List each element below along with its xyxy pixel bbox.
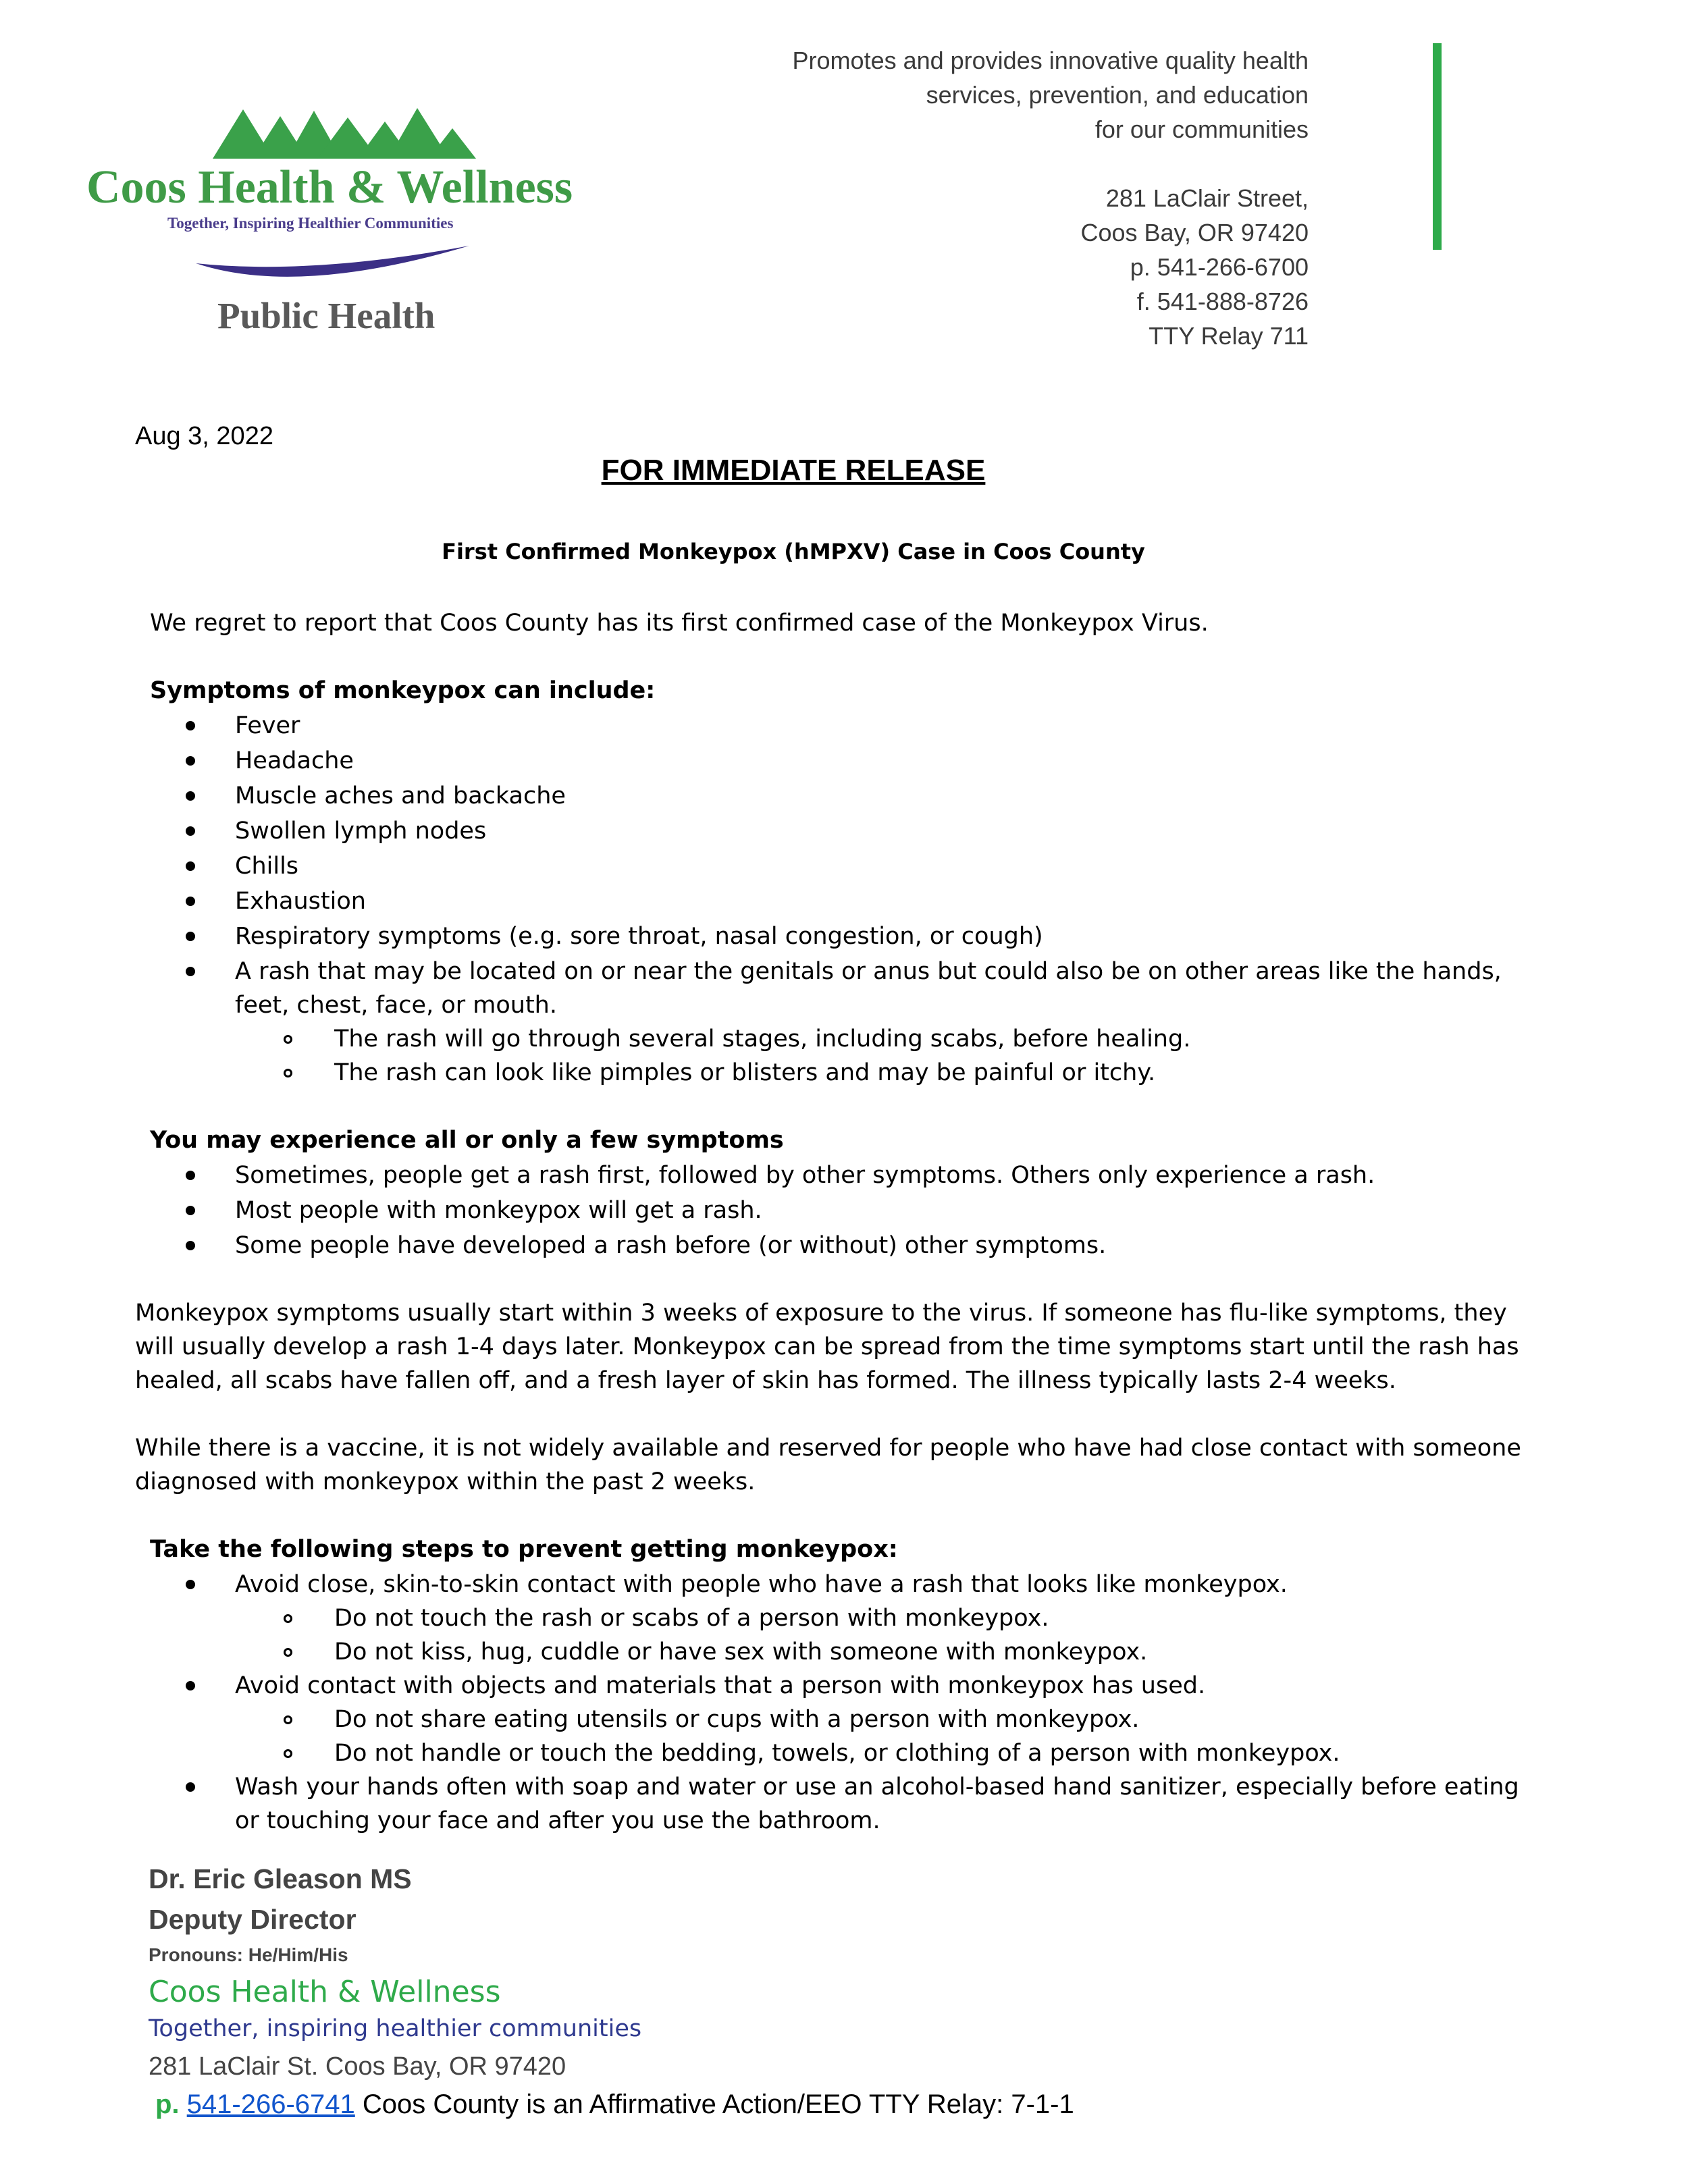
phone-link[interactable]: 541-266-6741 xyxy=(186,2089,355,2119)
paragraph-line: healed, all scabs have fallen off, and a fresh layer of skin has formed. The illness typically lasts 2-4 weeks. xyxy=(135,1367,1396,1394)
sub-list-item: The rash can look like pimples or blisters and may be painful or itchy. xyxy=(334,1059,1156,1086)
list-item: A rash that may be located on or near the genitals or anus but could also be on other areas like the hands, xyxy=(235,958,1502,985)
bullet-icon xyxy=(186,791,195,801)
sub-list-item: Do not handle or touch the bedding, towels, or clothing of a person with monkeypox. xyxy=(334,1740,1340,1767)
bullet-icon xyxy=(186,826,195,836)
list-item: Swollen lymph nodes xyxy=(235,818,487,845)
bullet-icon xyxy=(186,1580,195,1589)
release-heading: FOR IMMEDIATE RELEASE xyxy=(601,454,986,487)
bullet-icon xyxy=(186,932,195,941)
sub-list-item: Do not kiss, hug, cuddle or have sex with someone with monkeypox. xyxy=(334,1639,1148,1666)
contact-block xyxy=(793,43,1309,353)
list-item: Wash your hands often with soap and water or use an alcohol-based hand sanitizer, especially before eating xyxy=(235,1774,1519,1801)
list-item: Avoid contact with objects and materials that a person with monkeypox has used. xyxy=(235,1672,1206,1699)
sub-bullet-icon xyxy=(284,1715,292,1724)
list-item: Chills xyxy=(235,853,299,880)
list-item-continuation: or touching your face and after you use the bathroom. xyxy=(235,1807,880,1834)
paragraph-line: will usually develop a rash 1-4 days later. Monkeypox can be spread from the time symptoms start until the rash has xyxy=(135,1333,1519,1360)
address-line: 281 LaClair Street, xyxy=(1105,184,1309,212)
list-item: Respiratory symptoms (e.g. sore throat, nasal congestion, or cough) xyxy=(235,923,1043,950)
signature-address: 281 LaClair St. Coos Bay, OR 97420 xyxy=(149,2052,566,2081)
sub-list-item: Do not share eating utensils or cups with a person with monkeypox. xyxy=(334,1706,1140,1733)
list-item: Headache xyxy=(235,747,354,774)
headline: First Confirmed Monkeypox (hMPXV) Case in Coos County xyxy=(442,539,1145,564)
list-item: Some people have developed a rash before (or without) other symptoms. xyxy=(235,1232,1107,1259)
accent-bar xyxy=(1433,43,1442,250)
sub-bullet-icon xyxy=(284,1749,292,1758)
mission-line: Promotes and provides innovative quality health xyxy=(792,47,1309,74)
sub-bullet-icon xyxy=(284,1614,292,1623)
tty-relay: TTY Relay 711 xyxy=(1149,322,1309,350)
list-item: Most people with monkeypox will get a rash. xyxy=(235,1197,762,1224)
list-item: Muscle aches and backache xyxy=(235,782,566,809)
bullet-icon xyxy=(186,756,195,766)
bullet-icon xyxy=(186,897,195,906)
list-item: Avoid close, skin-to-skin contact with people who have a rash that looks like monkeypox. xyxy=(235,1571,1288,1598)
signature-org: Coos Health & Wellness xyxy=(149,1975,501,2009)
experience-heading: You may experience all or only a few symptoms xyxy=(150,1127,784,1154)
list-item: Sometimes, people get a rash first, followed by other symptoms. Others only experience a rash. xyxy=(235,1162,1375,1189)
signer-name: Dr. Eric Gleason MS xyxy=(149,1863,412,1894)
release-date: Aug 3, 2022 xyxy=(135,422,273,450)
symptoms-heading: Symptoms of monkeypox can include: xyxy=(150,677,656,704)
sub-bullet-icon xyxy=(284,1069,292,1077)
mission-line: for our communities xyxy=(1094,115,1309,143)
phone-number: p. 541-266-6700 xyxy=(1130,253,1309,281)
bullet-icon xyxy=(186,861,195,871)
phone-label: p. xyxy=(155,2089,180,2119)
signature-tagline: Together, inspiring healthier communities xyxy=(149,2015,642,2042)
signer-title: Deputy Director xyxy=(149,1904,357,1935)
mission-line: services, prevention, and education xyxy=(926,81,1309,109)
signature-footer xyxy=(155,2089,1074,2120)
signer-pronouns: Pronouns: He/Him/His xyxy=(149,1944,348,1965)
sub-bullet-icon xyxy=(284,1648,292,1657)
bullet-icon xyxy=(186,1782,195,1792)
paragraph-line: While there is a vaccine, it is not widely available and reserved for people who have had close contact with someone xyxy=(135,1435,1521,1462)
bullet-icon xyxy=(186,1206,195,1215)
prevention-heading: Take the following steps to prevent getting monkeypox: xyxy=(150,1536,898,1563)
sub-list-item: Do not touch the rash or scabs of a person with monkeypox. xyxy=(334,1605,1049,1632)
intro-paragraph: We regret to report that Coos County has its first confirmed case of the Monkeypox Virus. xyxy=(150,610,1209,637)
logo-org-name: Coos Health & Wellness xyxy=(86,161,573,213)
sub-list-item: The rash will go through several stages, including scabs, before healing. xyxy=(334,1026,1191,1053)
bullet-icon xyxy=(186,721,195,730)
mountain-icon xyxy=(213,108,476,159)
sub-bullet-icon xyxy=(284,1035,292,1044)
swoosh-icon xyxy=(196,246,469,277)
list-item: Exhaustion xyxy=(235,888,366,915)
bullet-icon xyxy=(186,1241,195,1250)
bullet-icon xyxy=(186,967,195,976)
paragraph-line: diagnosed with monkeypox within the past 2 weeks. xyxy=(135,1468,756,1495)
list-item-continuation: feet, chest, face, or mouth. xyxy=(235,992,557,1019)
footer-text: Coos County is an Affirmative Action/EEO TTY Relay: 7-1-1 xyxy=(354,2089,1074,2119)
paragraph-line: Monkeypox symptoms usually start within 3 weeks of exposure to the virus. If someone has flu-like symptoms, they xyxy=(135,1300,1507,1327)
bullet-icon xyxy=(186,1171,195,1180)
fax-number: f. 541-888-8726 xyxy=(1136,288,1309,315)
list-item: Fever xyxy=(235,712,300,739)
logo-tagline: Together, Inspiring Healthier Communities xyxy=(167,215,454,232)
address-line: Coos Bay, OR 97420 xyxy=(1080,219,1309,246)
logo-division: Public Health xyxy=(217,295,436,336)
bullet-icon xyxy=(186,1681,195,1690)
